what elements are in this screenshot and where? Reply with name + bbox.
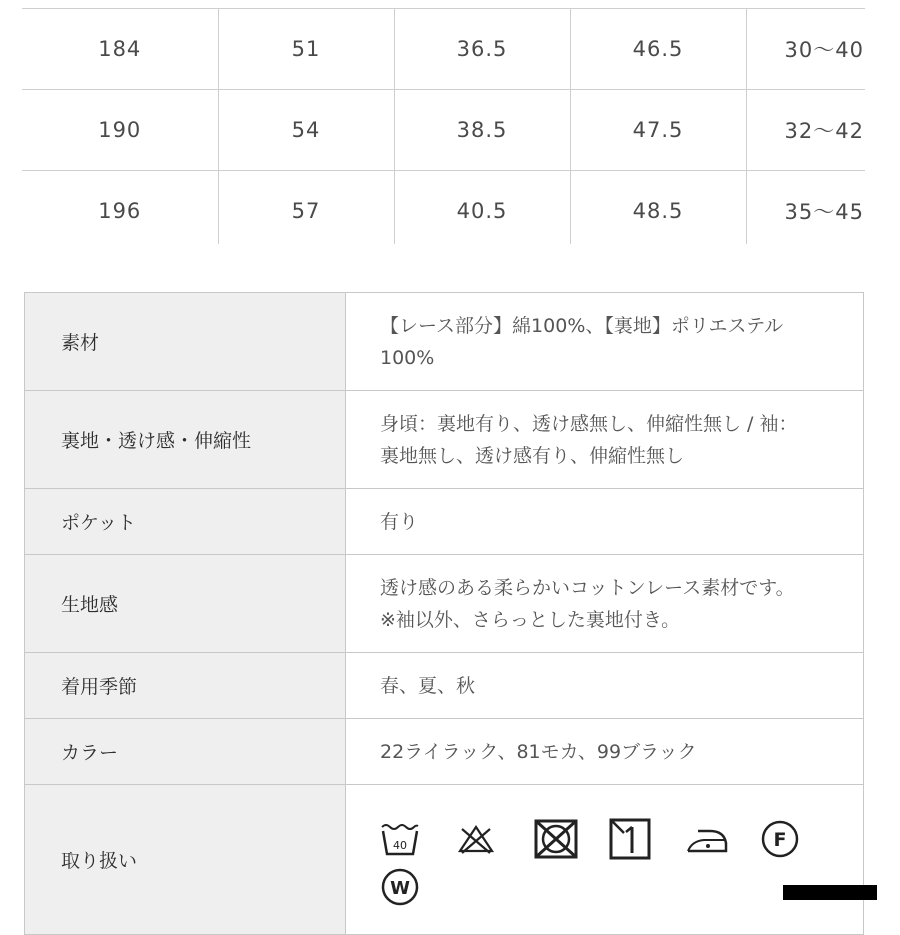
no-bleach-icon	[456, 816, 532, 862]
spec-value-line: 100%	[380, 346, 435, 369]
table-cell: 54	[218, 90, 394, 171]
corner-overlay-bar	[783, 885, 877, 900]
iron-low-icon	[684, 816, 760, 862]
spec-label: カラー	[25, 719, 346, 785]
spec-value-line: 22ライラック、81モカ、99ブラック	[380, 740, 697, 763]
table-cell: 32～42	[746, 90, 865, 171]
spec-label: 生地感	[25, 555, 346, 653]
line-dry-shade-icon	[608, 816, 684, 862]
no-tumble-dry-icon	[532, 816, 608, 862]
spec-row-lining	[25, 391, 864, 489]
table-cell: 40.5	[394, 171, 570, 245]
spec-value	[346, 293, 864, 391]
spec-value	[346, 653, 864, 719]
spec-value	[346, 719, 864, 785]
size-table	[22, 0, 865, 244]
spec-label: 裏地・透け感・伸縮性	[25, 391, 346, 489]
table-cell: 30～40	[746, 9, 865, 90]
spec-label: 着用季節	[25, 653, 346, 719]
table-cell: 38.5	[394, 90, 570, 171]
dry-clean-label: F	[773, 828, 787, 851]
table-cell: 190	[22, 90, 218, 171]
table-cell: 46.5	[570, 9, 746, 90]
table-row	[22, 9, 865, 90]
spec-row-material	[25, 293, 864, 391]
spec-value	[346, 785, 864, 935]
table-cell: 57	[218, 171, 394, 245]
spec-value-line: 透け感のある柔らかいコットンレース素材です。	[380, 576, 795, 599]
table-cell: 36.5	[394, 9, 570, 90]
spec-value	[346, 391, 864, 489]
table-row	[22, 171, 865, 245]
spec-row-fabric	[25, 555, 864, 653]
spec-value-line: 有り	[380, 510, 419, 533]
table-cell: 184	[22, 9, 218, 90]
spec-row-color	[25, 719, 864, 785]
spec-value-line: ※袖以外、さらっとした裏地付き。	[380, 608, 681, 631]
dry-clean-f-icon	[760, 816, 836, 862]
spec-label: 取り扱い	[25, 785, 346, 935]
spec-value-line: 【レース部分】綿100%、【裏地】ポリエステル	[380, 314, 784, 337]
wash-40-icon	[380, 816, 456, 862]
spec-table	[24, 292, 864, 935]
spec-value	[346, 555, 864, 653]
care-icons	[380, 810, 843, 910]
wet-clean-w-icon	[380, 864, 456, 910]
spec-value	[346, 489, 864, 555]
spec-row-pocket	[25, 489, 864, 555]
spec-row-care	[25, 785, 864, 935]
spec-value-line: 春、夏、秋	[380, 674, 476, 697]
wet-clean-label: W	[390, 877, 410, 899]
spec-value-line: 裏地無し、透け感有り、伸縮性無し	[380, 444, 685, 467]
table-cell: 35～45	[746, 171, 865, 245]
table-row	[22, 90, 865, 171]
spec-label: ポケット	[25, 489, 346, 555]
table-cell: 196	[22, 171, 218, 245]
table-cell: 48.5	[570, 171, 746, 245]
spec-row-season	[25, 653, 864, 719]
spec-label: 素材	[25, 293, 346, 391]
wash-40-label: 40	[393, 838, 407, 852]
spec-value-line: 身頃：裏地有り、透け感無し、伸縮性無し / 袖：	[380, 412, 798, 435]
table-cell: 51	[218, 9, 394, 90]
table-cell: 47.5	[570, 90, 746, 171]
